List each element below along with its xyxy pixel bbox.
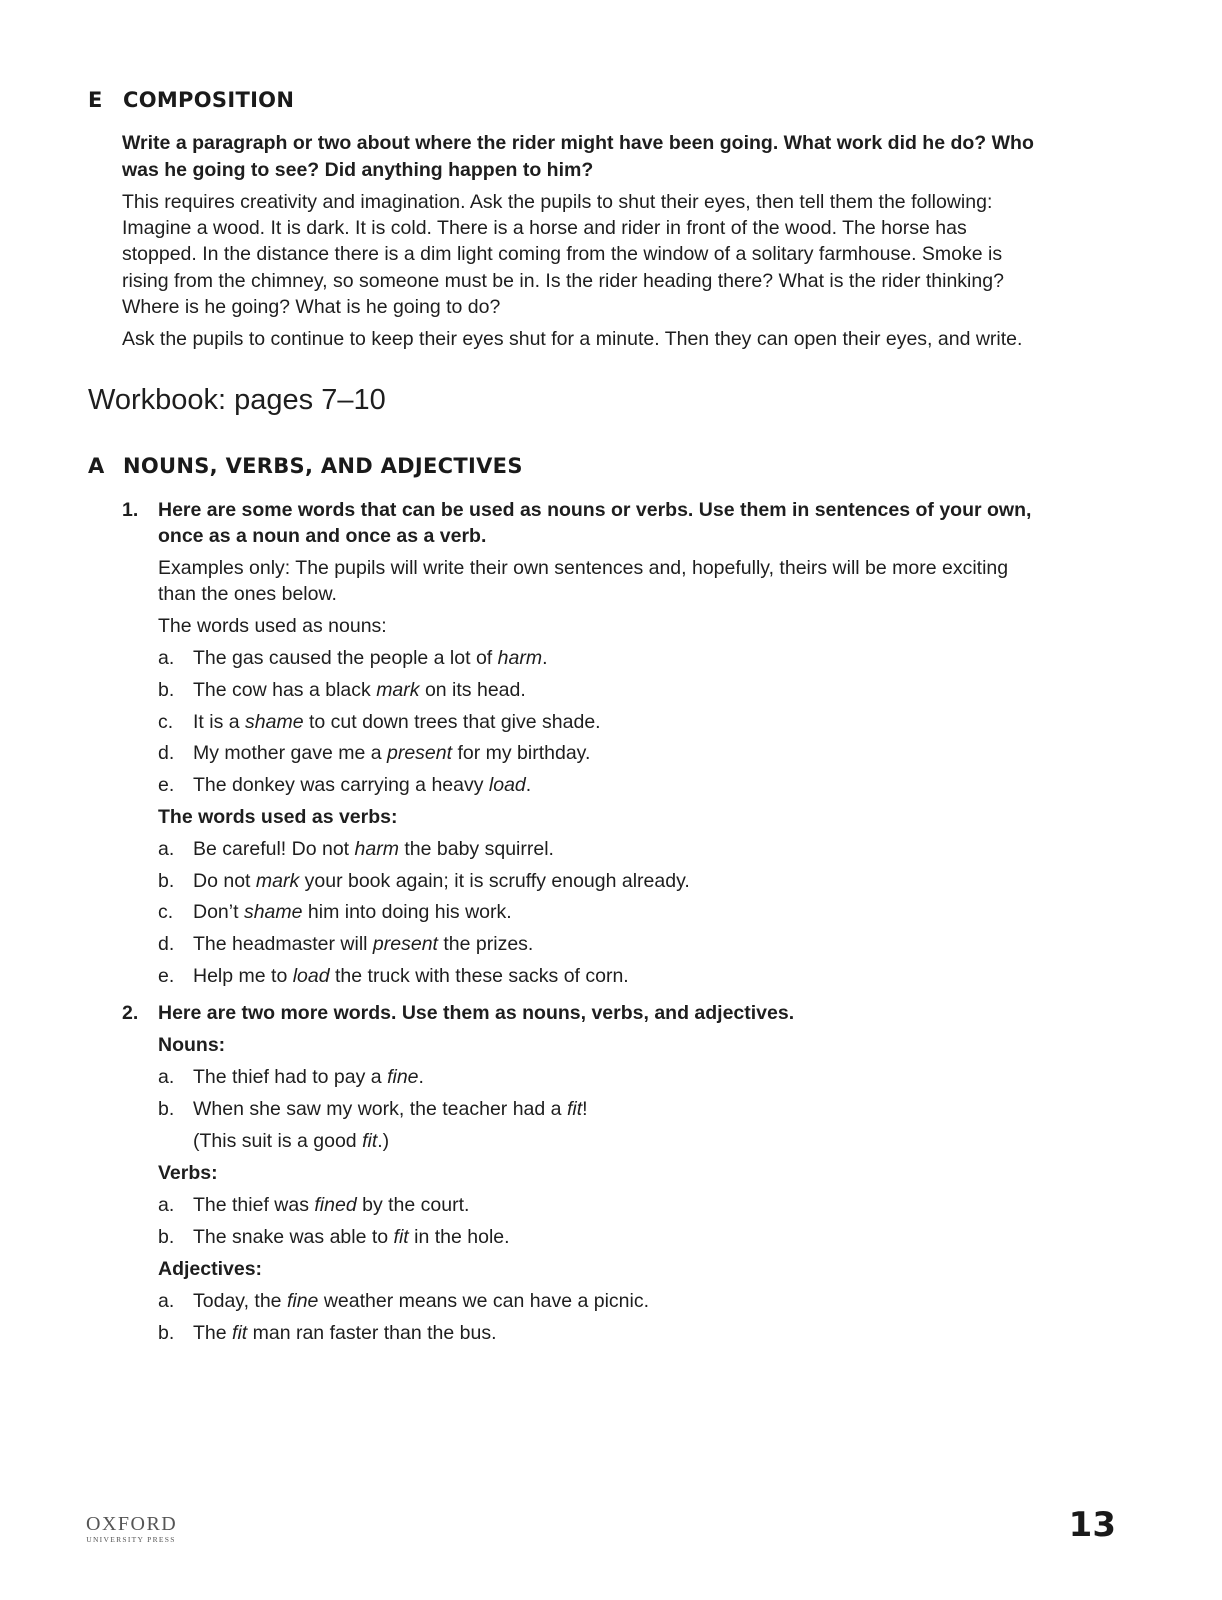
item-text: The cow has a black xyxy=(193,679,377,701)
item-text: . xyxy=(418,1066,424,1088)
item-keyword: mark xyxy=(376,679,420,701)
item-keyword: shame xyxy=(245,711,304,733)
item-keyword: shame xyxy=(243,901,303,923)
item-label: b. xyxy=(158,870,175,892)
item-text: to cut down trees that give shade. xyxy=(303,711,601,733)
item-text: The donkey was carrying a heavy xyxy=(193,774,489,796)
list-item xyxy=(158,1096,588,1123)
composition-para-line: Imagine a wood. It is dark. It is cold. There is a horse and rider in front of the wood. The horse has xyxy=(122,217,967,239)
q1-prompt-line-2: once as a noun and once as a verb. xyxy=(158,525,487,547)
item-text: on its head. xyxy=(419,679,526,701)
item-text: Do not xyxy=(193,870,256,892)
item-label: b. xyxy=(158,1226,175,1248)
item-text: (This suit is a good xyxy=(193,1130,363,1152)
composition-para-line: This requires creativity and imagination. Ask the pupils to shut their eyes, then tell them the following: xyxy=(122,191,993,213)
list-item xyxy=(158,931,533,958)
list-item xyxy=(158,1288,649,1315)
item-text: him into doing his work. xyxy=(302,901,512,923)
item-text: The thief had to pay a xyxy=(193,1066,388,1088)
list-item xyxy=(158,1224,510,1251)
item-keyword: fit xyxy=(362,1130,378,1152)
item-keyword: fit xyxy=(566,1098,583,1120)
composition-para-line: Where is he going? What is he going to do? xyxy=(122,296,501,318)
q2-prompt: Here are two more words. Use them as nouns, verbs, and adjectives. xyxy=(158,1002,795,1024)
list-item xyxy=(158,963,629,990)
q1-nouns-label: The words used as nouns: xyxy=(158,615,387,637)
item-keyword: harm xyxy=(497,647,543,669)
composition-para-2: Ask the pupils to continue to keep their eyes shut for a minute. Then they can open their eyes, and write. xyxy=(122,328,1023,350)
item-label: e. xyxy=(158,965,175,987)
publisher-logo-word: OXFORD xyxy=(86,1513,178,1535)
item-text: Be careful! Do not xyxy=(193,838,355,860)
item-text: the truck with these sacks of corn. xyxy=(329,965,629,987)
item-text: The xyxy=(193,1322,233,1344)
workbook-heading: Workbook: pages 7–10 xyxy=(88,384,386,416)
item-keyword: fine xyxy=(387,1066,419,1088)
item-text: When she saw my work, the teacher had a xyxy=(193,1098,567,1120)
page-number: 13 xyxy=(1068,1505,1116,1545)
publisher-logo xyxy=(86,1513,176,1545)
composition-prompt-line-2: was he going to see? Did anything happen to him? xyxy=(122,159,594,181)
question-number: 2. xyxy=(122,1002,139,1024)
item-text: The snake was able to xyxy=(193,1226,394,1248)
item-text: The headmaster will xyxy=(193,933,373,955)
list-item xyxy=(158,677,526,704)
question-number: 1. xyxy=(122,499,139,521)
q1-examples-line-2: than the ones below. xyxy=(158,583,337,605)
item-keyword: fined xyxy=(314,1194,357,1216)
publisher-logo-sub: UNIVERSITY PRESS xyxy=(86,1535,176,1544)
item-label: a. xyxy=(158,1194,175,1216)
item-text: Today, the xyxy=(193,1290,287,1312)
item-text: the baby squirrel. xyxy=(398,838,554,860)
q2-verbs-label: Verbs: xyxy=(158,1162,218,1184)
item-keyword: harm xyxy=(354,838,399,860)
item-label: c. xyxy=(158,711,174,733)
item-text: It is a xyxy=(193,711,246,733)
item-text: Don’t xyxy=(193,901,244,923)
section-a-heading xyxy=(88,454,523,478)
item-label: e. xyxy=(158,774,175,796)
item-label: a. xyxy=(158,1290,175,1312)
item-keyword: present xyxy=(372,933,438,955)
item-text: your book again; it is scruffy enough already. xyxy=(299,870,690,892)
list-item xyxy=(158,899,512,926)
item-label: b. xyxy=(158,1322,175,1344)
item-text: in the hole. xyxy=(408,1226,510,1248)
list-item xyxy=(158,868,690,895)
q2-nouns-label: Nouns: xyxy=(158,1034,226,1056)
composition-prompt-line-1: Write a paragraph or two about where the rider might have been going. What work did he do? Who xyxy=(122,132,1034,154)
item-keyword: fit xyxy=(393,1226,409,1248)
item-text: weather means we can have a picnic. xyxy=(318,1290,650,1312)
item-label: d. xyxy=(158,933,175,955)
item-label: a. xyxy=(158,838,175,860)
item-text: for my birthday. xyxy=(452,742,591,764)
q2-adjectives-label: Adjectives: xyxy=(158,1258,263,1280)
q1-prompt-line-1: Here are some words that can be used as nouns or verbs. Use them in sentences of your own, xyxy=(158,499,1032,521)
section-e-heading xyxy=(88,88,294,112)
composition-para-line: rising from the chimney, so someone must be in. Is the rider heading there? What is the rider thinking? xyxy=(122,270,1004,292)
list-item xyxy=(158,709,601,736)
list-item xyxy=(158,836,554,863)
list-item xyxy=(158,645,548,672)
item-label: a. xyxy=(158,647,175,669)
item-keyword: load xyxy=(292,965,330,987)
item-text: man ran faster than the bus. xyxy=(247,1322,497,1344)
list-item xyxy=(158,1064,424,1091)
section-title: COMPOSITION xyxy=(123,88,295,112)
item-label: d. xyxy=(158,742,175,764)
section-letter: A xyxy=(88,454,105,478)
q1-verbs-label: The words used as verbs: xyxy=(158,806,398,828)
list-item-extra xyxy=(193,1128,389,1155)
section-title: NOUNS, VERBS, AND ADJECTIVES xyxy=(123,454,523,478)
q1-examples-line-1: Examples only: The pupils will write their own sentences and, hopefully, theirs will be more exciting xyxy=(158,557,1009,579)
item-label: b. xyxy=(158,679,175,701)
item-text: .) xyxy=(377,1130,390,1152)
item-text: by the court. xyxy=(356,1194,470,1216)
composition-para-line: stopped. In the distance there is a dim light coming from the window of a solitary farmhouse. Smoke is xyxy=(122,243,1003,265)
item-text: Help me to xyxy=(193,965,293,987)
item-text: The gas caused the people a lot of xyxy=(193,647,498,669)
item-label: b. xyxy=(158,1098,175,1120)
item-text: the prizes. xyxy=(437,933,534,955)
item-text: ! xyxy=(582,1098,588,1120)
item-keyword: fit xyxy=(232,1322,248,1344)
item-label: a. xyxy=(158,1066,175,1088)
list-item xyxy=(158,772,531,799)
list-item xyxy=(158,1192,469,1219)
item-keyword: load xyxy=(488,774,526,796)
item-text: . xyxy=(542,647,548,669)
item-text: . xyxy=(525,774,532,796)
list-item xyxy=(158,1320,497,1347)
item-keyword: present xyxy=(387,742,453,764)
section-letter: E xyxy=(88,88,103,112)
item-label: c. xyxy=(158,901,174,923)
item-text: The thief was xyxy=(193,1194,315,1216)
item-text: My mother gave me a xyxy=(193,742,387,764)
item-keyword: fine xyxy=(286,1290,319,1312)
list-item xyxy=(158,740,590,767)
item-keyword: mark xyxy=(255,870,300,892)
